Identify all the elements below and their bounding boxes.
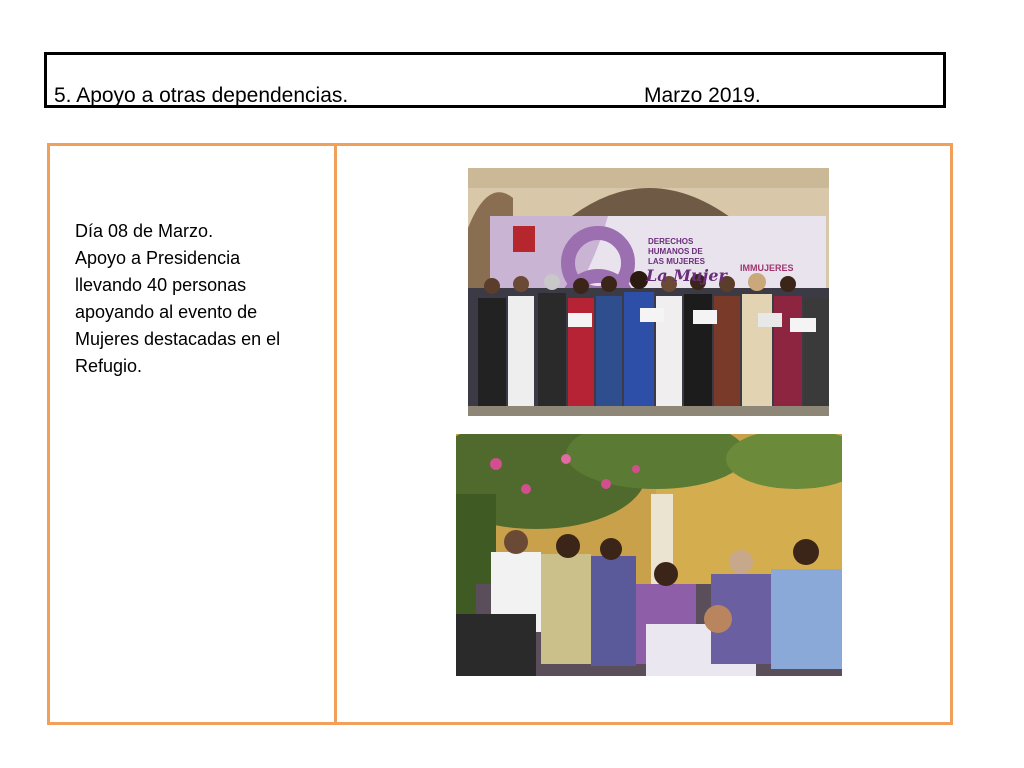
- event-photo-banner: [468, 168, 829, 416]
- slide-title: 5. Apoyo a otras dependencias.: [54, 84, 349, 107]
- description-line: Refugio.: [75, 356, 143, 376]
- event-photo-group-image: [456, 434, 842, 676]
- event-description: [75, 218, 325, 380]
- banner-logo: IMMUJERES: [740, 263, 794, 273]
- description-line: llevando 40 personas: [75, 275, 247, 295]
- description-line: Mujeres destacadas en el: [75, 329, 281, 349]
- banner-line: LAS MUJERES: [648, 257, 705, 266]
- slide-date: Marzo 2019.: [644, 84, 761, 107]
- event-photo-banner-image: [468, 168, 829, 416]
- description-line: Día 08 de Marzo.: [75, 221, 214, 241]
- description-line: apoyando al evento de: [75, 302, 258, 322]
- description-line: Apoyo a Presidencia: [75, 248, 241, 268]
- banner-script: La Mujer: [646, 266, 727, 285]
- banner-line: DERECHOS: [648, 237, 694, 246]
- event-photo-group: [456, 434, 842, 676]
- banner-line: HUMANOS DE: [648, 247, 703, 256]
